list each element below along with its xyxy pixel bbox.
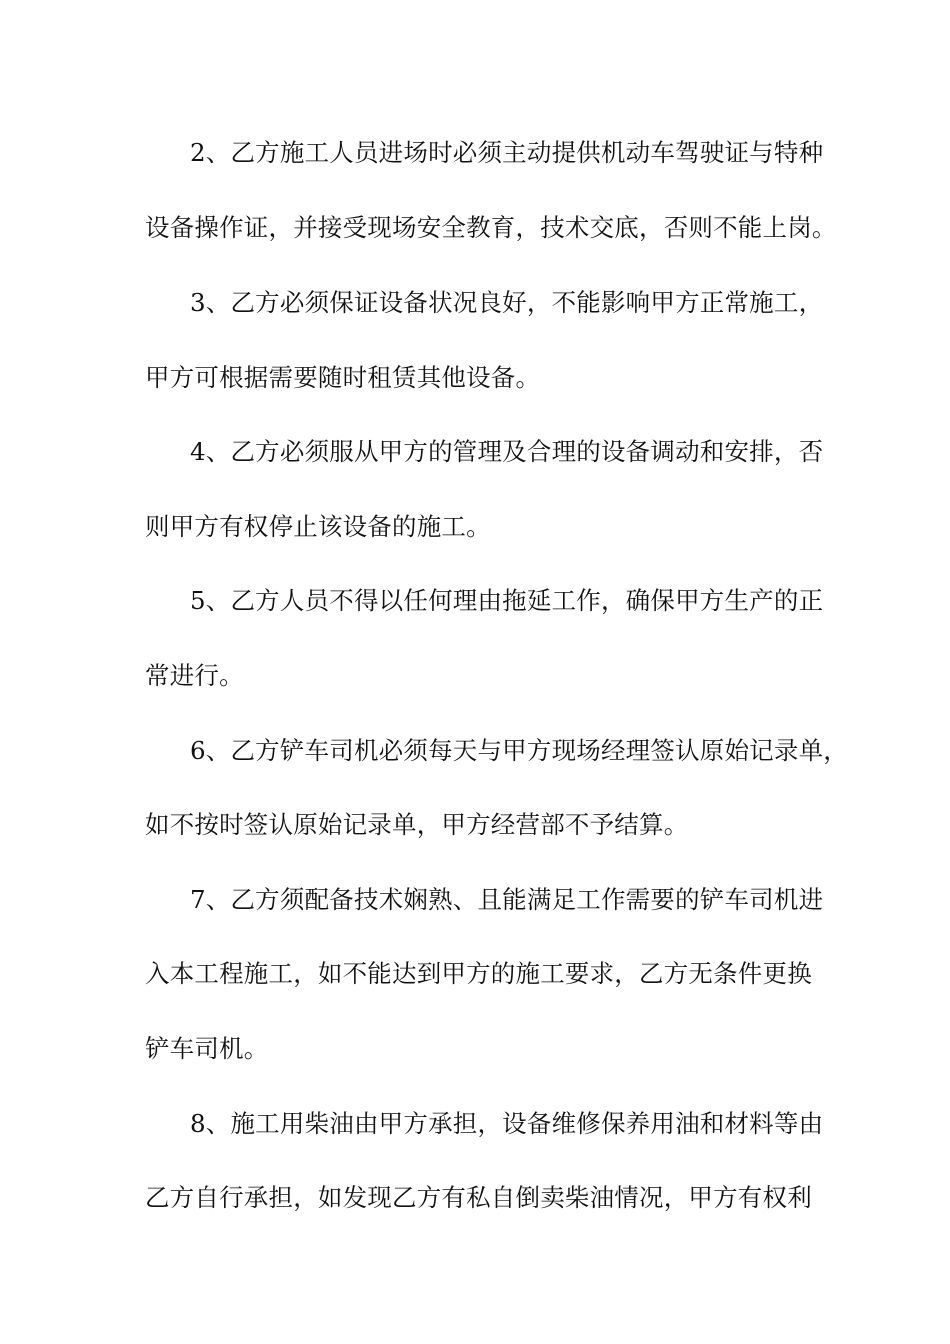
paragraph-5-line-2: 常进行。 [145,661,244,690]
paragraph-2-line-2: 设备操作证，并接受现场安全教育，技术交底，否则不能上岗。 [145,213,837,242]
paragraph-8-line-1: 8、施工用柴油由甲方承担，设备维修保养用油和材料等由 [190,1109,824,1138]
paragraph-7-line-2: 入本工程施工，如不能达到甲方的施工要求，乙方无条件更换 [145,959,812,988]
paragraph-7-line-1: 7、乙方须配备技术娴熟、且能满足工作需要的铲车司机进 [190,885,824,914]
paragraph-3-line-1: 3、乙方必须保证设备状况良好，不能影响甲方正常施工， [190,288,824,317]
paragraph-6-line-1: 6、乙方铲车司机必须每天与甲方现场经理签认原始记录单， [190,736,848,765]
paragraph-2-line-1: 2、乙方施工人员进场时必须主动提供机动车驾驶证与特种 [190,138,824,167]
paragraph-3-line-2: 甲方可根据需要随时租赁其他设备。 [145,363,541,392]
paragraph-4-line-1: 4、乙方必须服从甲方的管理及合理的设备调动和安排，否 [190,437,824,466]
paragraph-5-line-1: 5、乙方人员不得以任何理由拖延工作，确保甲方生产的正 [190,586,824,615]
paragraph-4-line-2: 则甲方有权停止该设备的施工。 [145,512,491,541]
paragraph-7-line-3: 铲车司机。 [145,1034,269,1063]
paragraph-6-line-2: 如不按时签认原始记录单，甲方经营部不予结算。 [145,810,689,839]
paragraph-8-line-2: 乙方自行承担，如发现乙方有私自倒卖柴油情况，甲方有权利 [145,1183,812,1212]
